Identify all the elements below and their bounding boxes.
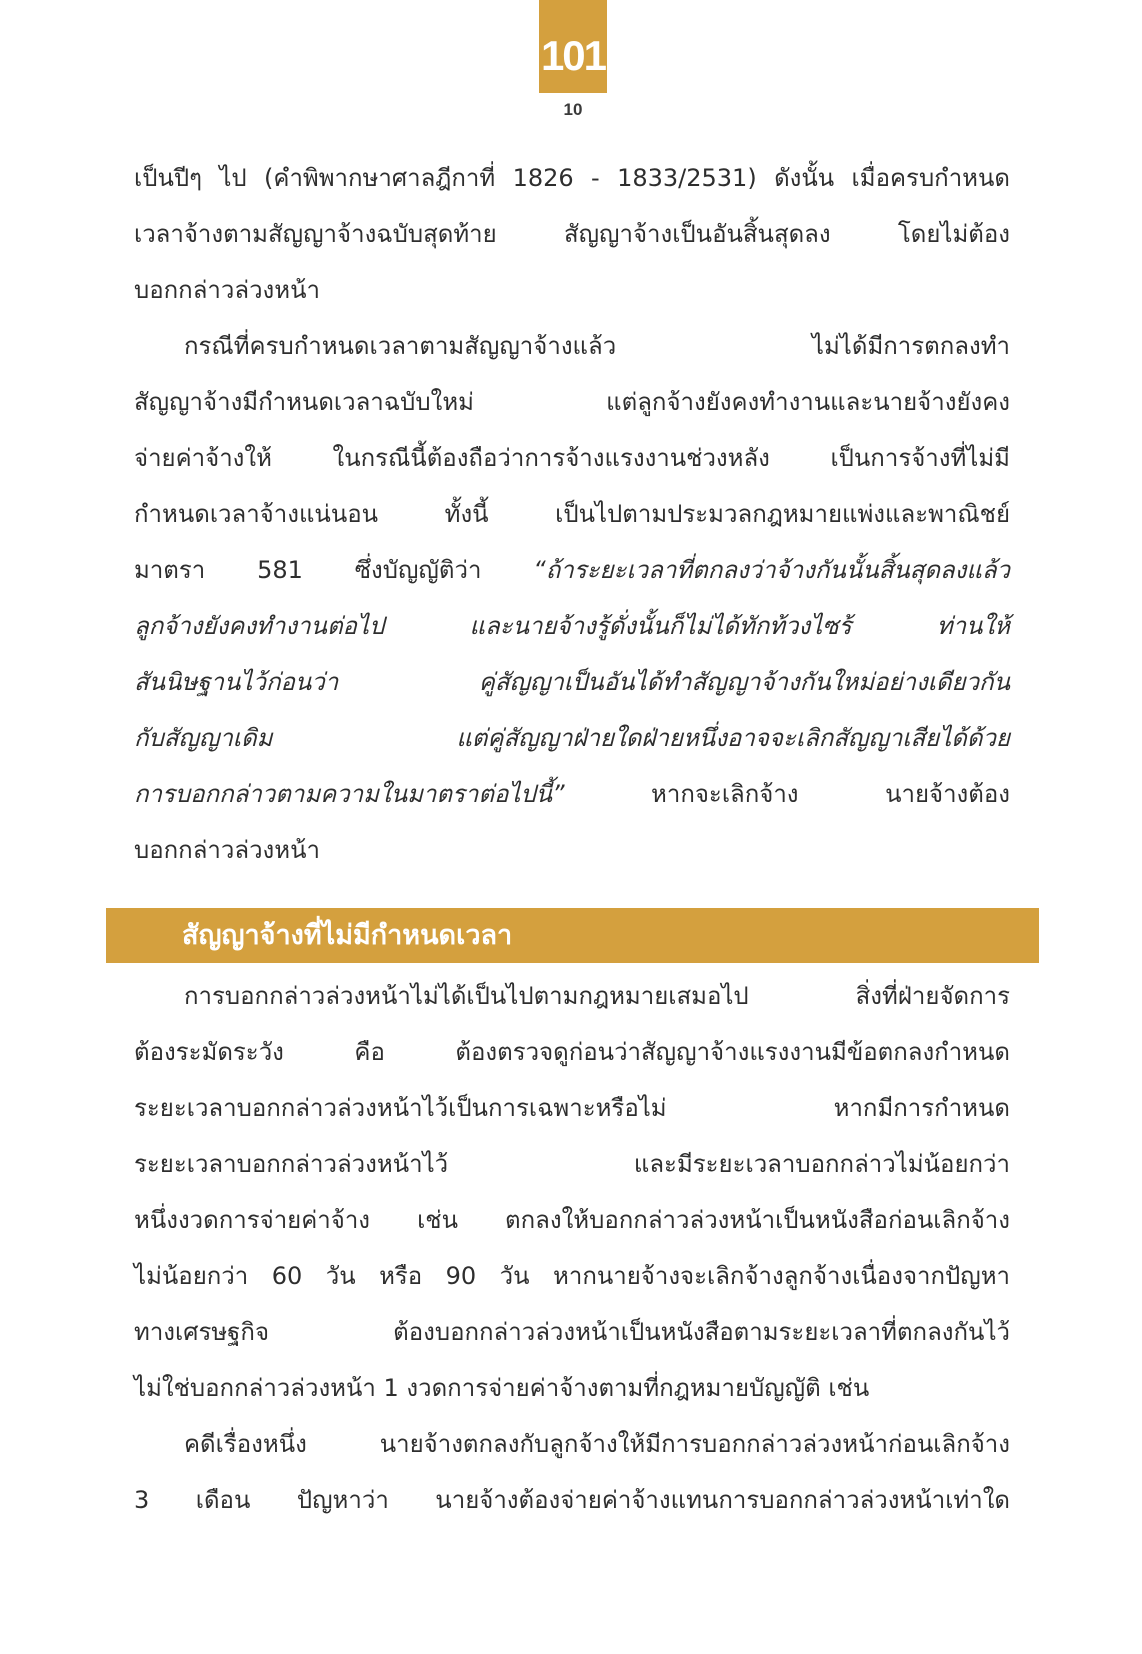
quoted-law-text: “ถ้าระยะเวลาที่ตกลงว่าจ้างกันนั้นสิ้นสุดลงแล้ว bbox=[533, 556, 1010, 584]
paragraph-line: หนึ่งงวดการจ่ายค่าจ้าง เช่น ตกลงให้บอกกล่าวล่วงหน้าเป็นหนังสือก่อนเลิกจ้าง bbox=[134, 1206, 1010, 1234]
quoted-law-text: การบอกกล่าวตามความในมาตราต่อไปนี้” bbox=[134, 780, 565, 808]
paragraph-line: ไม่ใช่บอกกล่าวล่วงหน้า 1 งวดการจ่ายค่าจ้างตามที่กฎหมายบัญญัติ เช่น bbox=[134, 1374, 870, 1402]
paragraph-line: เป็นปีๆ ไป (คำพิพากษาศาลฎีกาที่ 1826 - 1833/2531) ดังนั้น เมื่อครบกำหนด bbox=[134, 164, 1010, 192]
paragraph-3 bbox=[134, 968, 1010, 1416]
paragraph-line: สัญญาจ้างมีกำหนดเวลาฉบับใหม่ แต่ลูกจ้างยังคงทำงานและนายจ้างยังคง bbox=[134, 388, 1010, 416]
quoted-law-text: สันนิษฐานไว้ก่อนว่า คู่สัญญาเป็นอันได้ทำสัญญาจ้างกันใหม่อย่างเดียวกัน bbox=[134, 668, 1010, 696]
paragraph-1 bbox=[134, 150, 1010, 318]
chapter-number-badge bbox=[539, 0, 607, 93]
paragraph-line: คดีเรื่องหนึ่ง นายจ้างตกลงกับลูกจ้างให้มีการบอกกล่าวล่วงหน้าก่อนเลิกจ้าง bbox=[184, 1430, 1010, 1458]
paragraph-line: เวลาจ้างตามสัญญาจ้างฉบับสุดท้าย สัญญาจ้างเป็นอันสิ้นสุดลง โดยไม่ต้อง bbox=[134, 220, 1010, 248]
quoted-law-text: กับสัญญาเดิม แต่คู่สัญญาฝ่ายใดฝ่ายหนึ่งอาจจะเลิกสัญญาเสียได้ด้วย bbox=[134, 724, 1010, 752]
paragraph-line: 3 เดือน ปัญหาว่า นายจ้างต้องจ่ายค่าจ้างแทนการบอกกล่าวล่วงหน้าเท่าใด bbox=[134, 1486, 1010, 1514]
paragraph-line: ทางเศรษฐกิจ ต้องบอกกล่าวล่วงหน้าเป็นหนังสือตามระยะเวลาที่ตกลงกันไว้ bbox=[134, 1318, 1010, 1346]
paragraph-line: กำหนดเวลาจ้างแน่นอน ทั้งนี้ เป็นไปตามประมวลกฎหมายแพ่งและพาณิชย์ bbox=[134, 500, 1010, 528]
paragraph-4 bbox=[134, 1416, 1010, 1528]
paragraph-line bbox=[134, 710, 1010, 766]
paragraph-line: บอกกล่าวล่วงหน้า bbox=[134, 276, 320, 304]
section-heading: สัญญาจ้างที่ไม่มีกำหนดเวลา bbox=[182, 920, 513, 951]
plain-text: หากจะเลิกจ้าง นายจ้างต้อง bbox=[564, 780, 1010, 808]
paragraph-line-mixed bbox=[134, 766, 1010, 822]
paragraph-2 bbox=[134, 318, 1010, 878]
chapter-number: 101 bbox=[540, 32, 606, 79]
paragraph-line-mixed bbox=[134, 542, 1010, 598]
plain-text: มาตรา 581 ซึ่งบัญญัติว่า bbox=[134, 556, 534, 584]
paragraph-line: กรณีที่ครบกำหนดเวลาตามสัญญาจ้างแล้ว ไม่ได้มีการตกลงทำ bbox=[184, 332, 1010, 360]
paragraph-line: บอกกล่าวล่วงหน้า bbox=[134, 836, 320, 864]
paragraph-line: ระยะเวลาบอกกล่าวล่วงหน้าไว้ และมีระยะเวลาบอกกล่าวไม่น้อยกว่า bbox=[134, 1150, 1010, 1178]
paragraph-line: การบอกกล่าวล่วงหน้าไม่ได้เป็นไปตามกฎหมายเสมอไป สิ่งที่ฝ่ายจัดการ bbox=[184, 982, 1010, 1010]
paragraph-line: ต้องระมัดระวัง คือ ต้องตรวจดูก่อนว่าสัญญาจ้างแรงงานมีข้อตกลงกำหนด bbox=[134, 1038, 1010, 1066]
paragraph-line: ระยะเวลาบอกกล่าวล่วงหน้าไว้เป็นการเฉพาะหรือไม่ หากมีการกำหนด bbox=[134, 1094, 1010, 1122]
paragraph-line bbox=[134, 598, 1010, 654]
paragraph-line bbox=[134, 654, 1010, 710]
paragraph-line: จ่ายค่าจ้างให้ ในกรณีนี้ต้องถือว่าการจ้างแรงงานช่วงหลัง เป็นการจ้างที่ไม่มี bbox=[134, 444, 1010, 472]
page-number: 10 bbox=[563, 100, 583, 119]
paragraph-line: ไม่น้อยกว่า 60 วัน หรือ 90 วัน หากนายจ้างจะเลิกจ้างลูกจ้างเนื่องจากปัญหา bbox=[134, 1262, 1010, 1290]
quoted-law-text: ลูกจ้างยังคงทำงานต่อไป และนายจ้างรู้ดั่งนั้นก็ไม่ได้ทักท้วงไซร้ ท่านให้ bbox=[134, 612, 1010, 640]
